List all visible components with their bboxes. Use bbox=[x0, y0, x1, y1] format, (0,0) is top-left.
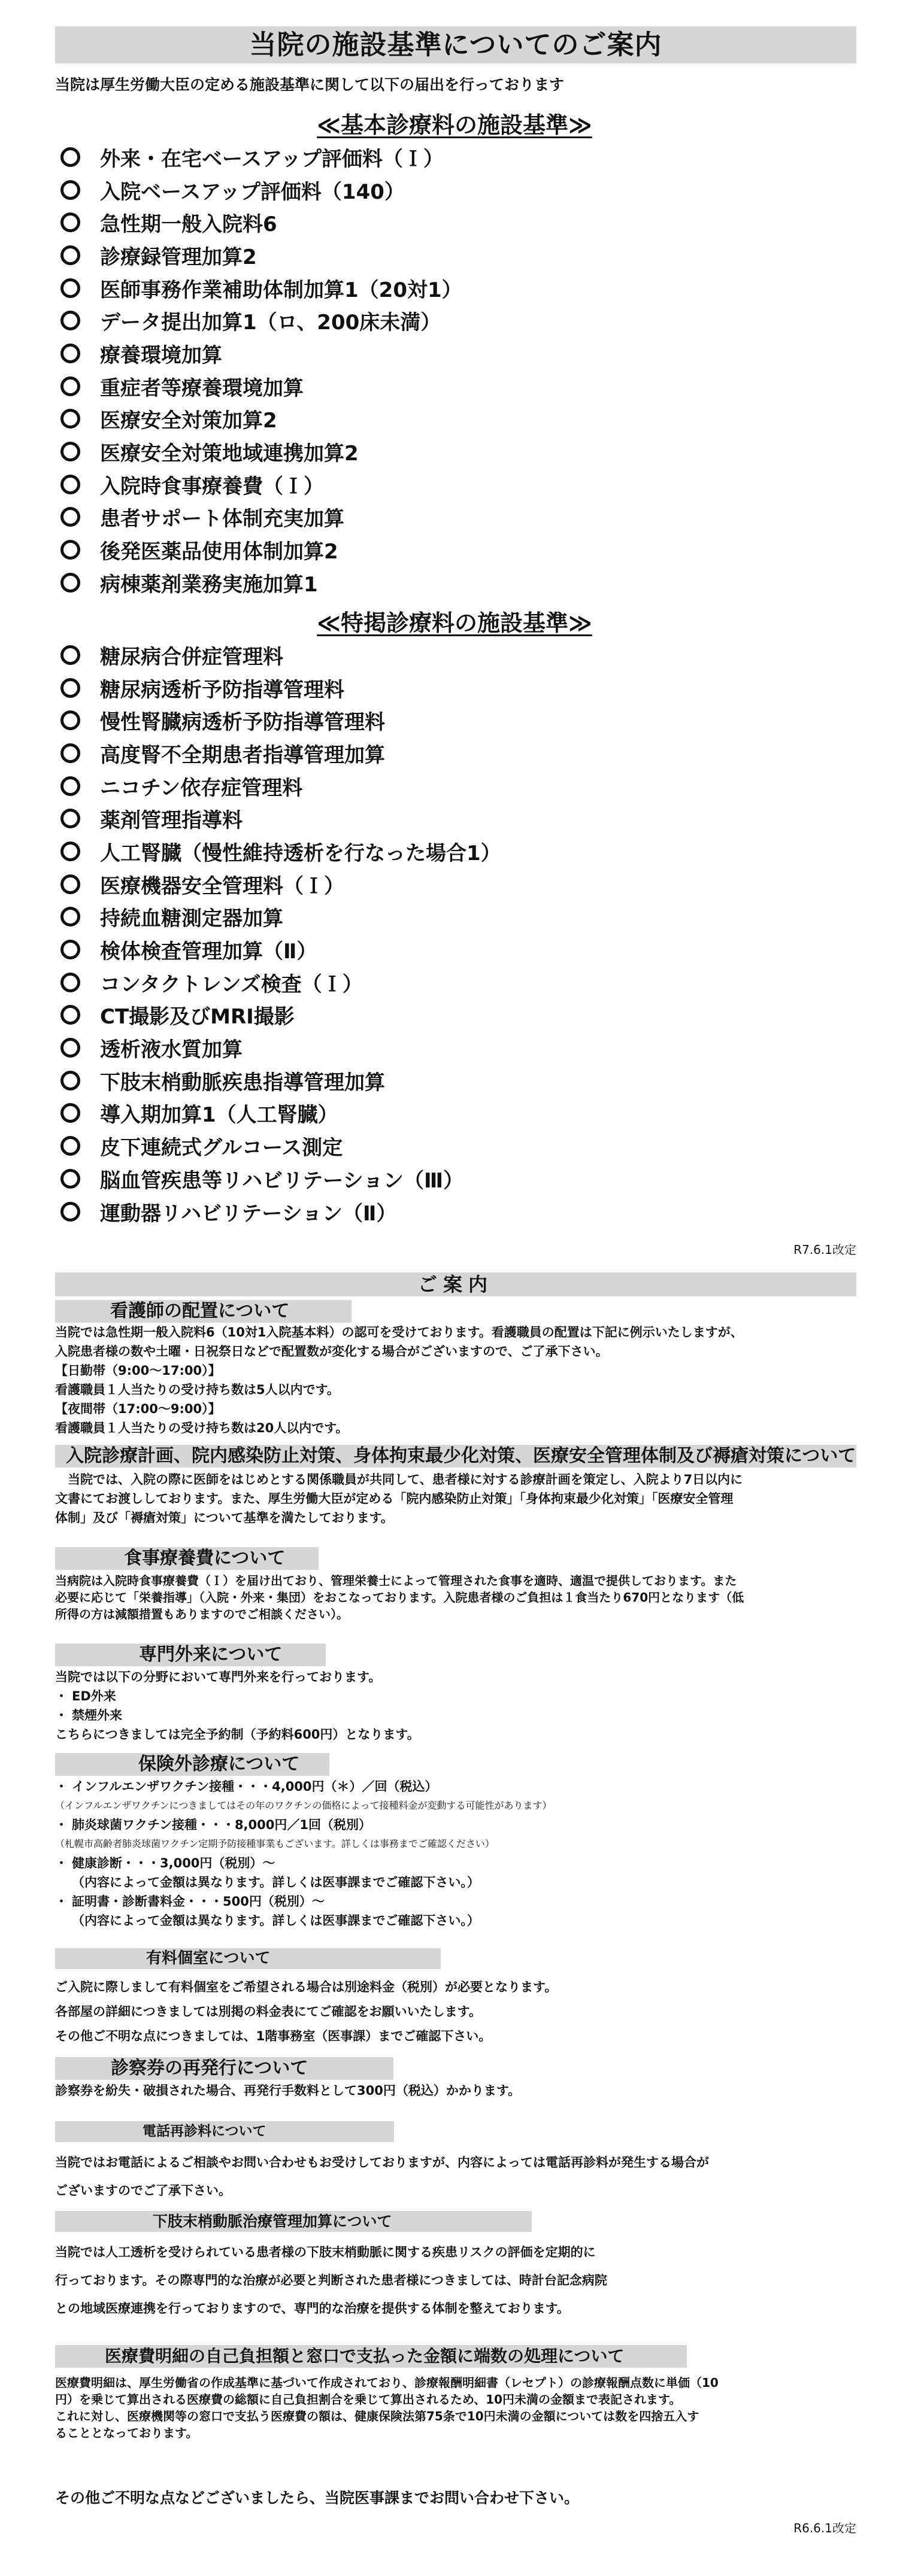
lower-limb-section-text bbox=[55, 2238, 856, 2323]
intro-text: 当院は厚生労働大臣の定める施設基準に関して以下の届出を行っております bbox=[55, 76, 565, 93]
circle-bullet-icon bbox=[60, 940, 80, 959]
special-section-heading: ≪特掲診療料の施設基準≫ bbox=[317, 610, 592, 636]
guide-revision-date: R6.6.1改定 bbox=[793, 2521, 856, 2535]
criterion-label: 持続血糖測定器加算 bbox=[100, 907, 283, 931]
special-criterion-item bbox=[60, 737, 501, 770]
criterion-label: 医療機器安全管理料（Ｉ） bbox=[100, 874, 344, 898]
basic-criterion-item bbox=[60, 174, 462, 206]
guide-title: ご案内 bbox=[55, 1272, 856, 1296]
insurance-free-section-title: 保険外診療について bbox=[55, 1753, 329, 1776]
text-line: 当院では以下の分野において専門外来を行っております。 bbox=[55, 1670, 381, 1684]
circle-bullet-icon bbox=[60, 874, 80, 894]
criterion-label: 下肢末梢動脈疾患指導管理加算 bbox=[100, 1070, 385, 1095]
criterion-label: 重症者等療養環境加算 bbox=[100, 376, 304, 400]
special-criterion-item bbox=[60, 901, 501, 934]
price-note: （内容によって金額は異なります。詳しくは医事課までご確認下さい。） bbox=[72, 1875, 480, 1890]
text-line: 医療費明細は、厚生労働省の作成基準に基づいて作成されており、診療報酬明細書（レセプト）の診療報酬点数に単価（10 bbox=[55, 2375, 719, 2390]
criterion-label: 糖尿病透析予防指導管理料 bbox=[100, 678, 344, 702]
criterion-label: コンタクトレンズ検査（Ｉ） bbox=[100, 972, 363, 997]
criterion-label: 病棟薬剤業務実施加算1 bbox=[100, 572, 318, 597]
price-label: 健康診断・・・3,000円（税別）～ bbox=[72, 1856, 275, 1870]
basic-criterion-item bbox=[60, 566, 462, 599]
basic-criterion-item bbox=[60, 141, 462, 174]
special-criterion-item bbox=[60, 835, 501, 868]
ticket-section-text bbox=[55, 2081, 856, 2100]
criterion-label: CT撮影及びMRI撮影 bbox=[100, 1005, 295, 1029]
circle-bullet-icon bbox=[60, 475, 80, 494]
basic-criterion-item bbox=[60, 304, 462, 337]
text-line: 円）を乗じて算出される医療費の総額に自己負担割合を乗じて算出されるため、10円未満の金額まで表記されます。 bbox=[55, 2392, 681, 2407]
text-line: 看護職員１人当たりの受け持ち数は20人以内です。 bbox=[55, 1421, 349, 1435]
circle-bullet-icon bbox=[60, 1038, 80, 1058]
text-line: その他ご不明な点につきましては、1階事務室（医事課）までご確認下さい。 bbox=[55, 2029, 492, 2043]
criterion-label: 検体検査管理加算（Ⅱ） bbox=[100, 940, 317, 964]
dot-bullet-icon: ・ bbox=[55, 1689, 68, 1703]
text-line: 当院では、入院の際に医師をはじめとする関係職員が共同して、患者様に対する診療計画を策定し、入院より7日以内に bbox=[55, 1472, 743, 1487]
special-criteria-list bbox=[60, 639, 501, 1228]
criterion-label: 薬剤管理指導料 bbox=[100, 809, 243, 833]
special-criterion-item bbox=[60, 1064, 501, 1097]
nursing-section-title: 看護師の配置について bbox=[55, 1300, 352, 1323]
price-item-influenza bbox=[55, 1777, 856, 1796]
dot-bullet-icon: ・ bbox=[55, 1894, 68, 1909]
private-room-section-title: 有料個室について bbox=[55, 1948, 441, 1969]
price-note: （内容によって金額は異なります。詳しくは医事課までご確認下さい。） bbox=[72, 1913, 480, 1928]
basic-criterion-item bbox=[60, 468, 462, 501]
special-outpatient-section-title: 専門外来について bbox=[55, 1644, 326, 1666]
text-line: との地域医療連携を行っておりますので、専門的な治療を提供する体制を整えております。 bbox=[55, 2301, 569, 2316]
circle-bullet-icon bbox=[60, 710, 80, 730]
circle-bullet-icon bbox=[60, 442, 80, 461]
criterion-label: ニコチン依存症管理料 bbox=[100, 776, 303, 800]
special-criterion-item bbox=[60, 1097, 501, 1130]
special-criterion-item bbox=[60, 1162, 501, 1195]
text-line: ご入院に際しまして有料個室をご希望される場合は別途料金（税別）が必要となります。 bbox=[55, 1980, 557, 1994]
statement-section-text bbox=[55, 2374, 856, 2441]
circle-bullet-icon bbox=[60, 212, 80, 232]
circle-bullet-icon bbox=[60, 409, 80, 429]
criterion-label: データ提出加算1（ロ、200床未満） bbox=[100, 311, 441, 335]
outpatient-item-label: ED外来 bbox=[72, 1689, 116, 1703]
criterion-label: 医療安全対策加算2 bbox=[100, 409, 277, 433]
basic-criterion-item bbox=[60, 370, 462, 403]
circle-bullet-icon bbox=[60, 1169, 80, 1189]
circle-bullet-icon bbox=[60, 147, 80, 167]
criteria-revision-date: R7.6.1改定 bbox=[793, 1243, 856, 1257]
price-note: （札幌市高齢者肺炎球菌ワクチン定期予防接種事業もございます。詳しくは事務までご確認ください） bbox=[55, 1838, 495, 1849]
basic-criterion-item bbox=[60, 533, 462, 566]
circle-bullet-icon bbox=[60, 678, 80, 698]
dot-bullet-icon: ・ bbox=[55, 1818, 68, 1832]
special-criterion-item bbox=[60, 770, 501, 803]
special-criterion-item bbox=[60, 933, 501, 966]
criterion-label: 高度腎不全期患者指導管理加算 bbox=[100, 743, 385, 767]
lower-limb-section-title: 下肢末梢動脈治療管理加算について bbox=[55, 2211, 532, 2232]
text-line: 診察券を紛失・破損された場合、再発行手数料として300円（税込）かかります。 bbox=[55, 2083, 521, 2098]
circle-bullet-icon bbox=[60, 1103, 80, 1123]
closing-message: その他ご不明な点などございましたら、当院医事課までお問い合わせ下さい。 bbox=[55, 2489, 580, 2507]
criterion-label: 脳血管疾患等リハビリテーション（Ⅲ） bbox=[100, 1168, 464, 1193]
special-criterion-item bbox=[60, 639, 501, 672]
criterion-label: 皮下連続式グルコース測定 bbox=[100, 1136, 343, 1161]
criterion-label: 運動器リハビリテーション（Ⅱ） bbox=[100, 1201, 397, 1226]
criterion-label: 後発医薬品使用体制加算2 bbox=[100, 540, 338, 564]
criterion-label: 人工腎臓（慢性維持透析を行なった場合1） bbox=[100, 841, 501, 865]
text-line: こちらにつきましては完全予約制（予約料600円）となります。 bbox=[55, 1727, 420, 1742]
basic-criterion-item bbox=[60, 206, 462, 239]
text-line: これに対し、医療機関等の窓口で支払う医療費の額は、健康保険法第75条で10円未満の金額については数を四捨五入す bbox=[55, 2409, 699, 2423]
criterion-label: 医療安全対策地域連携加算2 bbox=[100, 442, 359, 466]
dot-bullet-icon: ・ bbox=[55, 1856, 68, 1870]
criterion-label: 外来・在宅ベースアップ評価料（Ｉ） bbox=[100, 147, 444, 171]
price-item-certificate bbox=[55, 1892, 856, 1911]
circle-bullet-icon bbox=[60, 180, 80, 200]
circle-bullet-icon bbox=[60, 743, 80, 763]
circle-bullet-icon bbox=[60, 573, 80, 593]
page-title: 当院の施設基準についてのご案内 bbox=[55, 26, 856, 63]
special-criterion-item bbox=[60, 999, 501, 1032]
text-line: 入院患者様の数や土曜・日祝祭日などで配置数が変化する場合がございますので、ご了承下さい。 bbox=[55, 1344, 608, 1359]
text-line: 看護職員１人当たりの受け持ち数は5人以内です。 bbox=[55, 1383, 340, 1397]
plan-section-title: 入院診療計画、院内感染防止対策、身体拘束最少化対策、医療安全管理体制及び褥瘡対策について bbox=[55, 1445, 856, 1468]
text-line: ございますのでご了承下さい。 bbox=[55, 2183, 231, 2198]
meal-section-text bbox=[55, 1572, 856, 1623]
text-line: 行っております。その際専門的な治療が必要と判断された患者様につきましては、時計台記念病院 bbox=[55, 2273, 607, 2288]
outpatient-item bbox=[55, 1687, 856, 1706]
circle-bullet-icon bbox=[60, 1071, 80, 1090]
text-line: 必要に応じて「栄養指導」（入院・外来・集団）をおこなっております。入院患者様のご負担は１食当たり670円となります（低 bbox=[55, 1590, 744, 1605]
criterion-label: 医師事務作業補助体制加算1（20対1） bbox=[100, 278, 462, 302]
circle-bullet-icon bbox=[60, 278, 80, 298]
plan-section-text bbox=[55, 1470, 856, 1527]
criterion-label: 入院ベースアップ評価料（140） bbox=[100, 180, 405, 204]
special-criterion-item bbox=[60, 1031, 501, 1064]
text-line: 文書にてお渡ししております。また、厚生労働大臣が定める「院内感染防止対策」「身体拘束最少化対策」「医療安全管理 bbox=[55, 1491, 734, 1506]
criterion-label: 療養環境加算 bbox=[100, 343, 222, 367]
special-criterion-item bbox=[60, 1195, 501, 1228]
circle-bullet-icon bbox=[60, 907, 80, 926]
criterion-label: 入院時食事療養費（Ｉ） bbox=[100, 474, 324, 499]
text-line: 当院ではお電話によるご相談やお問い合わせもお受けしておりますが、内容によっては電話再診料が発生する場合が bbox=[55, 2155, 709, 2170]
price-item-pneumococcal bbox=[55, 1815, 856, 1834]
outpatient-item-label: 禁煙外来 bbox=[72, 1708, 122, 1723]
special-criterion-item bbox=[60, 868, 501, 901]
basic-criterion-item bbox=[60, 435, 462, 468]
criterion-label: 急性期一般入院料6 bbox=[100, 212, 277, 237]
text-line: 【夜間帯（17:00～9:00）】 bbox=[55, 1402, 221, 1416]
criterion-label: 糖尿病合併症管理料 bbox=[100, 645, 283, 669]
text-line: 当院では急性期一般入院料6（10対1入院基本料）の認可を受けております。看護職員の配置は下記に例示いたしますが、 bbox=[55, 1325, 743, 1339]
circle-bullet-icon bbox=[60, 776, 80, 796]
circle-bullet-icon bbox=[60, 1202, 80, 1222]
dot-bullet-icon: ・ bbox=[55, 1779, 68, 1794]
text-line: 各部屋の詳細につきましては別掲の料金表にてご確認をお願いいたします。 bbox=[55, 2004, 481, 2019]
basic-criterion-item bbox=[60, 403, 462, 436]
special-criterion-item bbox=[60, 802, 501, 835]
circle-bullet-icon bbox=[60, 507, 80, 527]
basic-criteria-list bbox=[60, 141, 462, 599]
circle-bullet-icon bbox=[60, 540, 80, 560]
dot-bullet-icon: ・ bbox=[55, 1708, 68, 1723]
basic-criterion-item bbox=[60, 272, 462, 305]
basic-criterion-item bbox=[60, 239, 462, 272]
basic-criterion-item bbox=[60, 501, 462, 534]
special-criterion-item bbox=[60, 672, 501, 704]
circle-bullet-icon bbox=[60, 973, 80, 992]
basic-section-heading: ≪基本診療料の施設基準≫ bbox=[317, 112, 592, 138]
outpatient-item bbox=[55, 1706, 856, 1725]
circle-bullet-icon bbox=[60, 376, 80, 396]
criterion-label: 導入期加算1（人工腎臓） bbox=[100, 1103, 338, 1128]
circle-bullet-icon bbox=[60, 1005, 80, 1025]
insurance-free-section-text bbox=[55, 1777, 856, 1930]
text-line: 当院では人工透析を受けられている患者様の下肢末梢動脈に関する疾患リスクの評価を定期的に bbox=[55, 2245, 596, 2259]
price-label: 証明書・診断書料金・・・500円（税別）～ bbox=[72, 1894, 325, 1909]
price-label: インフルエンザワクチン接種・・・4,000円（＊）／回（税込） bbox=[72, 1779, 438, 1794]
ticket-section-title: 診察券の再発行について bbox=[55, 2057, 393, 2080]
private-room-section-text bbox=[55, 1975, 856, 2049]
special-outpatient-section-text bbox=[55, 1667, 856, 1744]
special-criterion-item bbox=[60, 1129, 501, 1162]
criterion-label: 慢性腎臓病透析予防指導管理料 bbox=[100, 710, 385, 735]
text-line: 体制」及び「褥瘡対策」について基準を満たしております。 bbox=[55, 1511, 393, 1525]
special-criterion-item bbox=[60, 704, 501, 737]
price-item-health-check bbox=[55, 1854, 856, 1873]
circle-bullet-icon bbox=[60, 344, 80, 363]
criterion-label: 診療録管理加算2 bbox=[100, 245, 257, 269]
price-note: （インフルエンザワクチンにつきましてはその年のワクチンの価格によって接種料金が変動する可能性があります） bbox=[55, 1800, 552, 1811]
basic-criterion-item bbox=[60, 337, 462, 370]
circle-bullet-icon bbox=[60, 245, 80, 265]
nursing-section-text bbox=[55, 1323, 856, 1438]
circle-bullet-icon bbox=[60, 842, 80, 861]
statement-section-title: 医療費明細の自己負担額と窓口で支払った金額に端数の処理について bbox=[55, 2345, 687, 2368]
criterion-label: 透析液水質加算 bbox=[100, 1038, 243, 1062]
special-criterion-item bbox=[60, 966, 501, 999]
text-line: 当病院は入院時食事療養費（Ｉ）を届け出ており、管理栄養士によって管理された食事を適時、適温で提供しております。また bbox=[55, 1573, 737, 1588]
circle-bullet-icon bbox=[60, 645, 80, 665]
price-label: 肺炎球菌ワクチン接種・・・8,000円／1回（税別） bbox=[72, 1818, 371, 1832]
phone-section-text bbox=[55, 2149, 856, 2205]
text-line: 所得の方は減額措置もありますのでご相談ください）。 bbox=[55, 1607, 349, 1621]
circle-bullet-icon bbox=[60, 809, 80, 828]
text-line: 【日勤帯（9:00～17:00）】 bbox=[55, 1363, 221, 1378]
meal-section-title: 食事療養費について bbox=[55, 1547, 319, 1570]
circle-bullet-icon bbox=[60, 311, 80, 330]
phone-section-title: 電話再診料について bbox=[55, 2121, 394, 2142]
circle-bullet-icon bbox=[60, 1136, 80, 1156]
criterion-label: 患者サポート体制充実加算 bbox=[100, 507, 344, 531]
text-line: ることとなっております。 bbox=[55, 2426, 198, 2440]
